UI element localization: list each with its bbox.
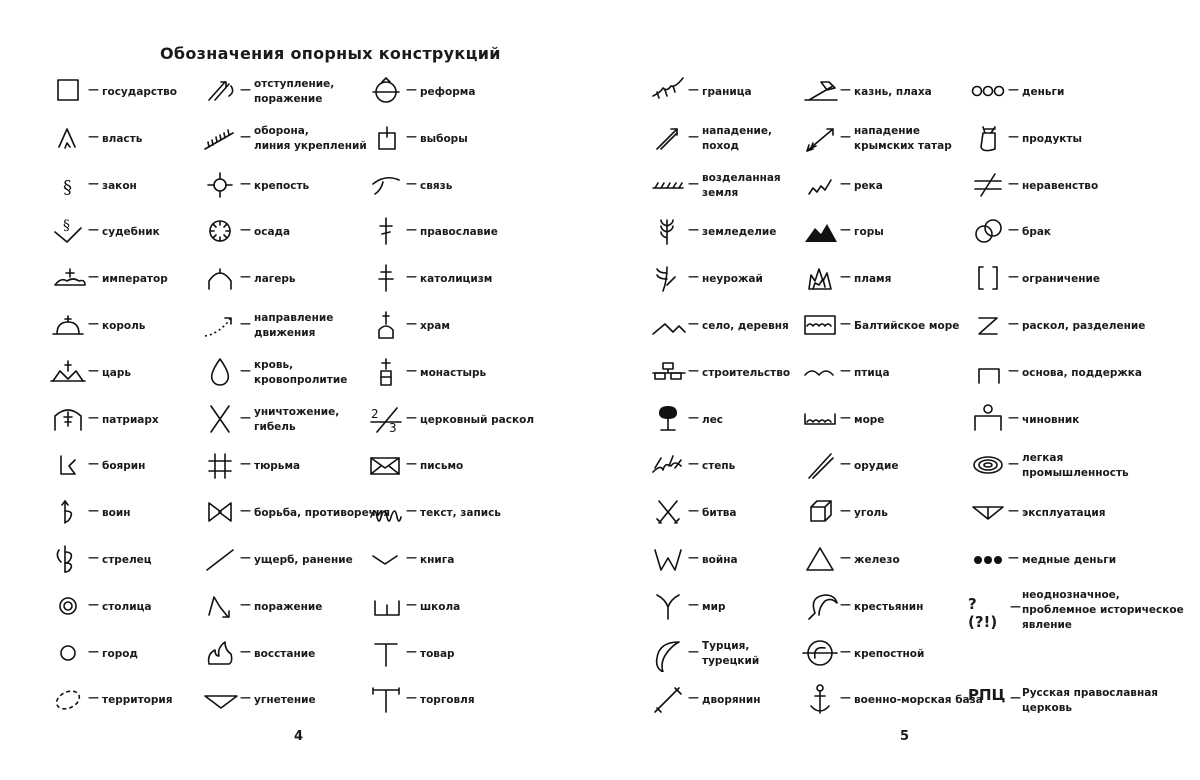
produce-bag-icon bbox=[968, 119, 1008, 157]
legend-label: земледелие bbox=[702, 225, 777, 238]
battle-swords-icon bbox=[648, 493, 688, 531]
dash: — bbox=[1008, 457, 1019, 470]
question-text-icon: ?(?!) bbox=[968, 595, 998, 631]
dash: — bbox=[88, 223, 99, 236]
legend-label: столица bbox=[102, 600, 152, 613]
schism-fraction-icon bbox=[366, 400, 406, 438]
legend-label: боярин bbox=[102, 459, 146, 472]
dash: — bbox=[688, 270, 699, 283]
construction-bricks-icon bbox=[648, 353, 688, 391]
dash: — bbox=[240, 457, 251, 470]
rpc-text-icon: РПЦ bbox=[968, 686, 1006, 704]
dash: — bbox=[240, 177, 251, 190]
legend-label: орудие bbox=[854, 459, 899, 472]
legend-label: судебник bbox=[102, 225, 160, 238]
legend-label: степь bbox=[702, 459, 736, 472]
dash: — bbox=[240, 223, 251, 236]
bird-icon bbox=[800, 353, 840, 391]
king-crown-icon bbox=[48, 306, 88, 344]
legend-label: река bbox=[854, 179, 883, 192]
prison-grid-icon bbox=[200, 446, 240, 484]
serf-icon bbox=[800, 634, 840, 672]
capital-circle-icon bbox=[48, 587, 88, 625]
goods-t-icon bbox=[366, 634, 406, 672]
dash: — bbox=[1008, 177, 1019, 190]
streltsy-icon bbox=[48, 540, 88, 578]
legend-label: город bbox=[102, 647, 138, 660]
page-number-right: 5 bbox=[900, 729, 910, 744]
dash: — bbox=[88, 411, 99, 424]
square-icon bbox=[48, 72, 88, 110]
dash: — bbox=[406, 411, 417, 424]
dash: — bbox=[1010, 691, 1021, 704]
section-check-icon bbox=[48, 212, 88, 250]
legend-label: товар bbox=[420, 647, 455, 660]
legend-label: село, деревня bbox=[702, 319, 789, 332]
village-roof-icon bbox=[648, 306, 688, 344]
dash: — bbox=[688, 551, 699, 564]
dash: — bbox=[240, 504, 251, 517]
legend-label: казнь, плаха bbox=[854, 85, 932, 98]
emperor-crown-icon bbox=[48, 259, 88, 297]
dash: — bbox=[88, 83, 99, 96]
dash: — bbox=[406, 457, 417, 470]
legend-label: письмо bbox=[420, 459, 464, 472]
official-icon bbox=[968, 400, 1008, 438]
dash: — bbox=[88, 317, 99, 330]
dash: — bbox=[688, 691, 699, 704]
legend-label: крестьянин bbox=[854, 600, 924, 613]
dash: — bbox=[240, 270, 251, 283]
legend-label: неравенство bbox=[1022, 179, 1099, 192]
svg-text:2: 2 bbox=[371, 407, 379, 421]
tilled-land-icon bbox=[648, 166, 688, 204]
dash: — bbox=[406, 177, 417, 190]
dash: — bbox=[240, 364, 251, 377]
tool-icon bbox=[800, 446, 840, 484]
forest-tree-icon bbox=[648, 400, 688, 438]
legend-label: ограничение bbox=[1022, 272, 1100, 285]
right-page bbox=[600, 0, 1200, 780]
orthodox-cross-icon bbox=[366, 212, 406, 250]
camp-arc-icon bbox=[200, 259, 240, 297]
tatar-arrow-icon bbox=[800, 119, 840, 157]
wheat-icon bbox=[648, 212, 688, 250]
dash: — bbox=[840, 691, 851, 704]
legend-label: текст, запись bbox=[420, 506, 501, 519]
dash: — bbox=[240, 317, 251, 330]
legend-label: стрелец bbox=[102, 553, 152, 566]
dash: — bbox=[688, 411, 699, 424]
legend-label: военно-морская база bbox=[854, 693, 983, 706]
legend-label: война bbox=[702, 553, 738, 566]
dash: — bbox=[406, 270, 417, 283]
legend-label: нападение крымских татар bbox=[854, 125, 952, 152]
war-w-icon bbox=[648, 540, 688, 578]
dash: — bbox=[688, 364, 699, 377]
tsar-crown-icon bbox=[48, 353, 88, 391]
legend-label: лагерь bbox=[254, 272, 296, 285]
legend-label: уничтожение, гибель bbox=[254, 406, 340, 433]
loops-icon bbox=[366, 493, 406, 531]
trade-t-icon bbox=[366, 680, 406, 718]
legend-label: выборы bbox=[420, 132, 468, 145]
dash: — bbox=[88, 551, 99, 564]
defeat-arrow-icon bbox=[200, 587, 240, 625]
legend-label: король bbox=[102, 319, 146, 332]
legend-label: медные деньги bbox=[1022, 553, 1117, 566]
dash: — bbox=[688, 645, 699, 658]
execution-block-icon bbox=[800, 72, 840, 110]
dash: — bbox=[840, 457, 851, 470]
dash: — bbox=[688, 130, 699, 143]
legend-label: церковный раскол bbox=[420, 413, 535, 426]
crescent-icon bbox=[648, 634, 688, 672]
bowtie-icon bbox=[200, 493, 240, 531]
dash: — bbox=[840, 551, 851, 564]
legend-label: пламя bbox=[854, 272, 892, 285]
legend-label: нападение, поход bbox=[702, 125, 773, 152]
legend-label: тюрьма bbox=[254, 459, 301, 472]
sea-waves-icon bbox=[800, 400, 840, 438]
legend-label: борьба, противоречия bbox=[254, 506, 390, 519]
svg-text:§: § bbox=[63, 177, 72, 198]
legend-label: связь bbox=[420, 179, 453, 192]
legend-label: чиновник bbox=[1022, 413, 1080, 426]
dash: — bbox=[840, 270, 851, 283]
not-equal-icon bbox=[968, 166, 1008, 204]
dash: — bbox=[1008, 130, 1019, 143]
page-title: Обозначения опорных конструкций bbox=[160, 44, 501, 63]
siege-circle-icon bbox=[200, 212, 240, 250]
legend-label: лес bbox=[702, 413, 724, 426]
dash: — bbox=[840, 130, 851, 143]
support-bracket-icon bbox=[968, 353, 1008, 391]
dash: — bbox=[688, 504, 699, 517]
legend-label: легкая промышленность bbox=[1022, 452, 1129, 479]
dash: — bbox=[840, 645, 851, 658]
mountains-icon bbox=[800, 212, 840, 250]
legend-label: железо bbox=[854, 553, 900, 566]
legend-label: возделанная земля bbox=[702, 172, 781, 199]
dash: — bbox=[406, 223, 417, 236]
border-icon bbox=[648, 72, 688, 110]
dash: — bbox=[1008, 364, 1019, 377]
legend-label: отступление, поражение bbox=[254, 78, 335, 105]
legend-label: строительство bbox=[702, 366, 791, 379]
dash: — bbox=[406, 364, 417, 377]
legend-label: направление движения bbox=[254, 312, 334, 339]
catholic-cross-icon bbox=[366, 259, 406, 297]
warrior-icon bbox=[48, 493, 88, 531]
dash: — bbox=[88, 364, 99, 377]
dash: — bbox=[688, 177, 699, 190]
legend-label: восстание bbox=[254, 647, 316, 660]
dash: — bbox=[240, 691, 251, 704]
dash: — bbox=[240, 411, 251, 424]
crop-failure-icon bbox=[648, 259, 688, 297]
sword-icon bbox=[648, 680, 688, 718]
boyar-icon bbox=[48, 446, 88, 484]
dash: — bbox=[840, 411, 851, 424]
legend-label: море bbox=[854, 413, 885, 426]
legend-label: государство bbox=[102, 85, 178, 98]
dash: — bbox=[406, 317, 417, 330]
dash: — bbox=[240, 598, 251, 611]
legend-label: царь bbox=[102, 366, 132, 379]
dash: — bbox=[88, 598, 99, 611]
page-number-left: 4 bbox=[294, 729, 304, 744]
legend-label: император bbox=[102, 272, 168, 285]
steppe-grass-icon bbox=[648, 446, 688, 484]
dash: — bbox=[1008, 223, 1019, 236]
legend-label: православие bbox=[420, 225, 498, 238]
dash: — bbox=[688, 598, 699, 611]
legend-label: поражение bbox=[254, 600, 323, 613]
city-circle-icon bbox=[48, 634, 88, 672]
peace-y-icon bbox=[648, 587, 688, 625]
legend-label: Балтийское море bbox=[854, 319, 960, 332]
monastery-icon bbox=[366, 353, 406, 391]
book-chevron-icon bbox=[366, 540, 406, 578]
z-split-icon bbox=[968, 306, 1008, 344]
dash: — bbox=[88, 691, 99, 704]
legend-label: крепостной bbox=[854, 647, 925, 660]
dash: — bbox=[240, 551, 251, 564]
legend-label: битва bbox=[702, 506, 737, 519]
legend-label: брак bbox=[1022, 225, 1052, 238]
slash-line-icon bbox=[200, 540, 240, 578]
legend-label: птица bbox=[854, 366, 890, 379]
legend-label: католицизм bbox=[420, 272, 493, 285]
dash: — bbox=[1008, 551, 1019, 564]
envelope-icon bbox=[366, 446, 406, 484]
svg-text:3: 3 bbox=[389, 421, 397, 435]
legend-label: патриарх bbox=[102, 413, 159, 426]
legend-label: дворянин bbox=[702, 693, 761, 706]
legend-label: оборона, линия укреплений bbox=[254, 125, 367, 152]
dash: — bbox=[88, 504, 99, 517]
patriarch-icon bbox=[48, 400, 88, 438]
legend-label: эксплуатация bbox=[1022, 506, 1106, 519]
legend-label: книга bbox=[420, 553, 455, 566]
fortress-crosshair-icon bbox=[200, 166, 240, 204]
power-arrow-icon bbox=[48, 119, 88, 157]
copper-coins-icon bbox=[968, 540, 1008, 578]
dash: — bbox=[688, 317, 699, 330]
dash: — bbox=[406, 504, 417, 517]
legend-label: уголь bbox=[854, 506, 888, 519]
legend-label: закон bbox=[102, 179, 137, 192]
dash: — bbox=[88, 177, 99, 190]
legend-label: продукты bbox=[1022, 132, 1083, 145]
coins-icon bbox=[968, 72, 1008, 110]
rings-icon bbox=[968, 212, 1008, 250]
iron-triangle-icon bbox=[800, 540, 840, 578]
flame-icon bbox=[200, 634, 240, 672]
anchor-icon bbox=[800, 680, 840, 718]
legend-label: кровь, кровопролитие bbox=[254, 359, 348, 386]
dash: — bbox=[840, 317, 851, 330]
legend-label: власть bbox=[102, 132, 143, 145]
legend-label: монастырь bbox=[420, 366, 487, 379]
dotted-arrow-icon bbox=[200, 306, 240, 344]
legend-label: воин bbox=[102, 506, 131, 519]
legend-label: Русская православная церковь bbox=[1022, 687, 1159, 714]
legend-label: ущерб, ранение bbox=[254, 553, 353, 566]
school-bracket-icon bbox=[366, 587, 406, 625]
legend-label: горы bbox=[854, 225, 884, 238]
legend-label: осада bbox=[254, 225, 291, 238]
fire-icon bbox=[800, 259, 840, 297]
dash: — bbox=[406, 691, 417, 704]
dash: — bbox=[406, 130, 417, 143]
legend-label: реформа bbox=[420, 85, 476, 98]
exploitation-triangle-icon bbox=[968, 493, 1008, 531]
connection-icon bbox=[366, 166, 406, 204]
river-icon bbox=[800, 166, 840, 204]
legend-label: граница bbox=[702, 85, 752, 98]
dash: — bbox=[1008, 317, 1019, 330]
legend-label: Турция, турецкий bbox=[702, 640, 760, 667]
legend-label: мир bbox=[702, 600, 726, 613]
legend-label: храм bbox=[420, 319, 450, 332]
dash: — bbox=[840, 364, 851, 377]
attack-arrow-icon bbox=[648, 119, 688, 157]
dash: — bbox=[406, 598, 417, 611]
crossed-x-icon bbox=[200, 400, 240, 438]
blood-drop-icon bbox=[200, 353, 240, 391]
dash: — bbox=[840, 504, 851, 517]
fortified-line-icon bbox=[200, 119, 240, 157]
dash: — bbox=[240, 645, 251, 658]
dash: — bbox=[688, 83, 699, 96]
brackets-icon bbox=[968, 259, 1008, 297]
dash: — bbox=[1008, 270, 1019, 283]
temple-icon bbox=[366, 306, 406, 344]
retreat-arrow-icon bbox=[200, 72, 240, 110]
dash: — bbox=[1010, 600, 1021, 613]
sickle-icon bbox=[800, 587, 840, 625]
dash: — bbox=[240, 130, 251, 143]
dash: — bbox=[406, 551, 417, 564]
legend-label: школа bbox=[420, 600, 461, 613]
dash: — bbox=[88, 270, 99, 283]
dash: — bbox=[406, 645, 417, 658]
dash: — bbox=[688, 223, 699, 236]
legend-label: неурожай bbox=[702, 272, 763, 285]
ballot-box-icon bbox=[366, 119, 406, 157]
legend-label: крепость bbox=[254, 179, 310, 192]
dash: — bbox=[840, 83, 851, 96]
dash: — bbox=[406, 83, 417, 96]
oppression-triangle-icon bbox=[200, 680, 240, 718]
dash: — bbox=[688, 457, 699, 470]
dash: — bbox=[240, 83, 251, 96]
legend-label: территория bbox=[102, 693, 173, 706]
legend-label: торговля bbox=[420, 693, 475, 706]
svg-text:§: § bbox=[63, 218, 70, 234]
reform-circle-icon bbox=[366, 72, 406, 110]
dash: — bbox=[840, 177, 851, 190]
territory-dashed-oval-icon bbox=[48, 680, 88, 718]
dash: — bbox=[88, 130, 99, 143]
coal-cube-icon bbox=[800, 493, 840, 531]
legend-label: деньги bbox=[1022, 85, 1065, 98]
baltic-sea-icon bbox=[800, 306, 840, 344]
dash: — bbox=[1008, 411, 1019, 424]
section-sign-icon bbox=[48, 166, 88, 204]
dash: — bbox=[88, 457, 99, 470]
legend-label: неоднозначное, проблемное историческое явление bbox=[1022, 588, 1184, 631]
dash: — bbox=[1008, 504, 1019, 517]
legend-label: основа, поддержка bbox=[1022, 366, 1143, 379]
spiral-icon bbox=[968, 446, 1008, 484]
dash: — bbox=[1008, 83, 1019, 96]
legend-label: угнетение bbox=[254, 693, 316, 706]
legend-label: раскол, разделение bbox=[1022, 319, 1146, 332]
dash: — bbox=[88, 645, 99, 658]
dash: — bbox=[840, 598, 851, 611]
dash: — bbox=[840, 223, 851, 236]
